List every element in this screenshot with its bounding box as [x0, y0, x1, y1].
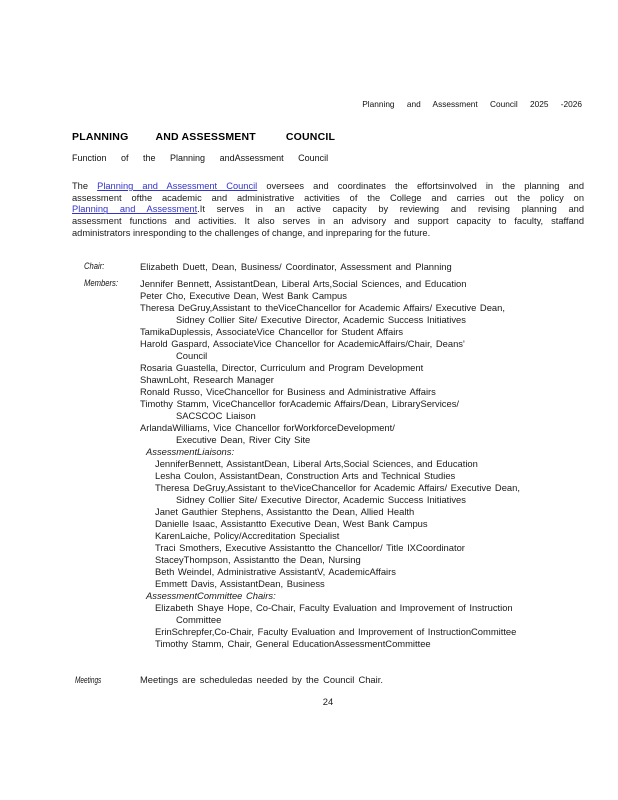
- roster-line: Theresa DeGruy,Assistant to theViceChancellor for Academic Affairs/ Executive Dean,: [155, 482, 520, 493]
- intro-line: [72, 181, 584, 193]
- intro-text: .It serves in an active capacity by reviewing and revising planning and: [197, 204, 584, 215]
- roster-line: Elizabeth Shaye Hope, Co-Chair, Faculty Evaluation and Improvement of Instruction: [155, 602, 513, 613]
- roster-line: Traci Smothers, Executive Assistantto the Chancellor/ Title IXCoordinator: [155, 542, 465, 553]
- intro-text: oversees and coordinates the effortsinvolved in the planning and: [257, 181, 584, 191]
- roster-line: ErinSchrepfer,Co-Chair, Faculty Evaluation and Improvement of InstructionCommittee: [155, 626, 517, 637]
- roster-line: JenniferBennett, AssistantDean, Liberal Arts,Social Sciences, and Education: [155, 458, 478, 469]
- running-header: Planning and Assessment Council 2025 -2026: [362, 99, 582, 109]
- roster-line: Rosaria Guastella, Director, Curriculum and Program Development: [140, 362, 424, 373]
- roster-subheading: AssessmentLiaisons:: [146, 446, 235, 457]
- roster-line: Executive Dean, River City Site: [176, 434, 311, 445]
- members-row: [84, 278, 592, 650]
- roster-line: Timothy Stamm, ViceChancellor forAcademic Affairs/Dean, LibraryServices/: [140, 398, 460, 409]
- intro-text: The: [72, 181, 98, 191]
- roster-line: Timothy Stamm, Chair, General EducationAssessmentCommittee: [155, 638, 431, 649]
- meetings-row: [75, 674, 592, 686]
- members-list: [140, 278, 592, 650]
- chair-row: [84, 261, 592, 273]
- roster-line: ArlandaWilliams, Vice Chancellor forWorkforceDevelopment/: [140, 422, 395, 433]
- page-number: 24: [322, 696, 334, 707]
- roster-line: StaceyThompson, Assistantto the Dean, Nursing: [155, 554, 361, 565]
- section-subtitle: Function of the Planning andAssessment Council: [72, 153, 329, 163]
- chair-value: Elizabeth Duett, Dean, Business/ Coordinator, Assessment and Planning: [140, 261, 452, 272]
- title-segment: AND ASSESSMENT: [155, 131, 256, 143]
- intro-line: [72, 228, 584, 240]
- roster-line: Emmett Davis, AssistantDean, Business: [155, 578, 325, 589]
- chair-label: Chair:: [84, 261, 105, 271]
- inline-link[interactable]: Planning and Assessment: [72, 204, 198, 215]
- roster-line: KarenLaiche, Policy/Accreditation Specialist: [155, 530, 340, 541]
- roster-line: Beth Weindel, Administrative AssistantV, AcademicAffairs: [155, 566, 396, 577]
- roster-line: SACSCOC Liaison: [176, 410, 256, 421]
- intro-line: [72, 216, 584, 228]
- roster-line: Sidney Collier Site/ Executive Director, Academic Success Initiatives: [176, 314, 466, 325]
- members-label: Members:: [84, 278, 119, 288]
- roster-line: Danielle Isaac, Assistantto Executive Dean, West Bank Campus: [155, 518, 428, 529]
- meetings-label: Meetings: [75, 675, 102, 685]
- roster-line: Peter Cho, Executive Dean, West Bank Campus: [140, 290, 347, 301]
- roster-subheading: AssessmentCommittee Chairs:: [146, 590, 276, 601]
- roster-line: Ronald Russo, ViceChancellor for Business and Administrative Affairs: [140, 386, 436, 397]
- roster-line: TamikaDuplessis, AssociateVice Chancellor for Student Affairs: [140, 326, 404, 337]
- intro-text: administrators inresponding to the challenges of change, and inpreparing for the future.: [72, 227, 431, 238]
- roster-line: Sidney Collier Site/ Executive Director, Academic Success Initiatives: [176, 494, 466, 505]
- title-segment: COUNCIL: [285, 131, 336, 143]
- roster-line: Harold Gaspard, AssociateVice Chancellor for AcademicAffairs/Chair, Deans': [140, 338, 465, 349]
- intro-text: assessment ofthe academic and administrative activities of the College and carries out the policy on: [72, 192, 584, 203]
- page-title: [72, 131, 335, 143]
- roster-line: Council: [176, 350, 208, 361]
- inline-link[interactable]: Planning and Assessment Council: [97, 181, 258, 191]
- title-segment: PLANNING: [72, 131, 129, 143]
- intro-line: [72, 193, 584, 205]
- roster-line: Committee: [176, 614, 222, 625]
- meetings-text: Meetings are scheduledas needed by the Council Chair.: [140, 674, 383, 685]
- roster-line: Theresa DeGruy,Assistant to theViceChancellor for Academic Affairs/ Executive Dean,: [140, 302, 505, 313]
- roster-line: Janet Gauthier Stephens, Assistantto the Dean, Allied Health: [155, 506, 415, 517]
- roster-line: ShawnLoht, Research Manager: [140, 374, 274, 385]
- council-roster: [84, 261, 592, 650]
- intro-paragraph: [72, 181, 584, 240]
- intro-line: [72, 204, 584, 216]
- roster-line: Jennifer Bennett, AssistantDean, Liberal Arts,Social Sciences, and Education: [140, 278, 467, 289]
- intro-text: assessment functions and activities. It also serves in an advisory and support capacity to faculty, staffand: [72, 216, 584, 227]
- roster-line: Lesha Coulon, AssistantDean, Construction Arts and Technical Studies: [155, 470, 456, 481]
